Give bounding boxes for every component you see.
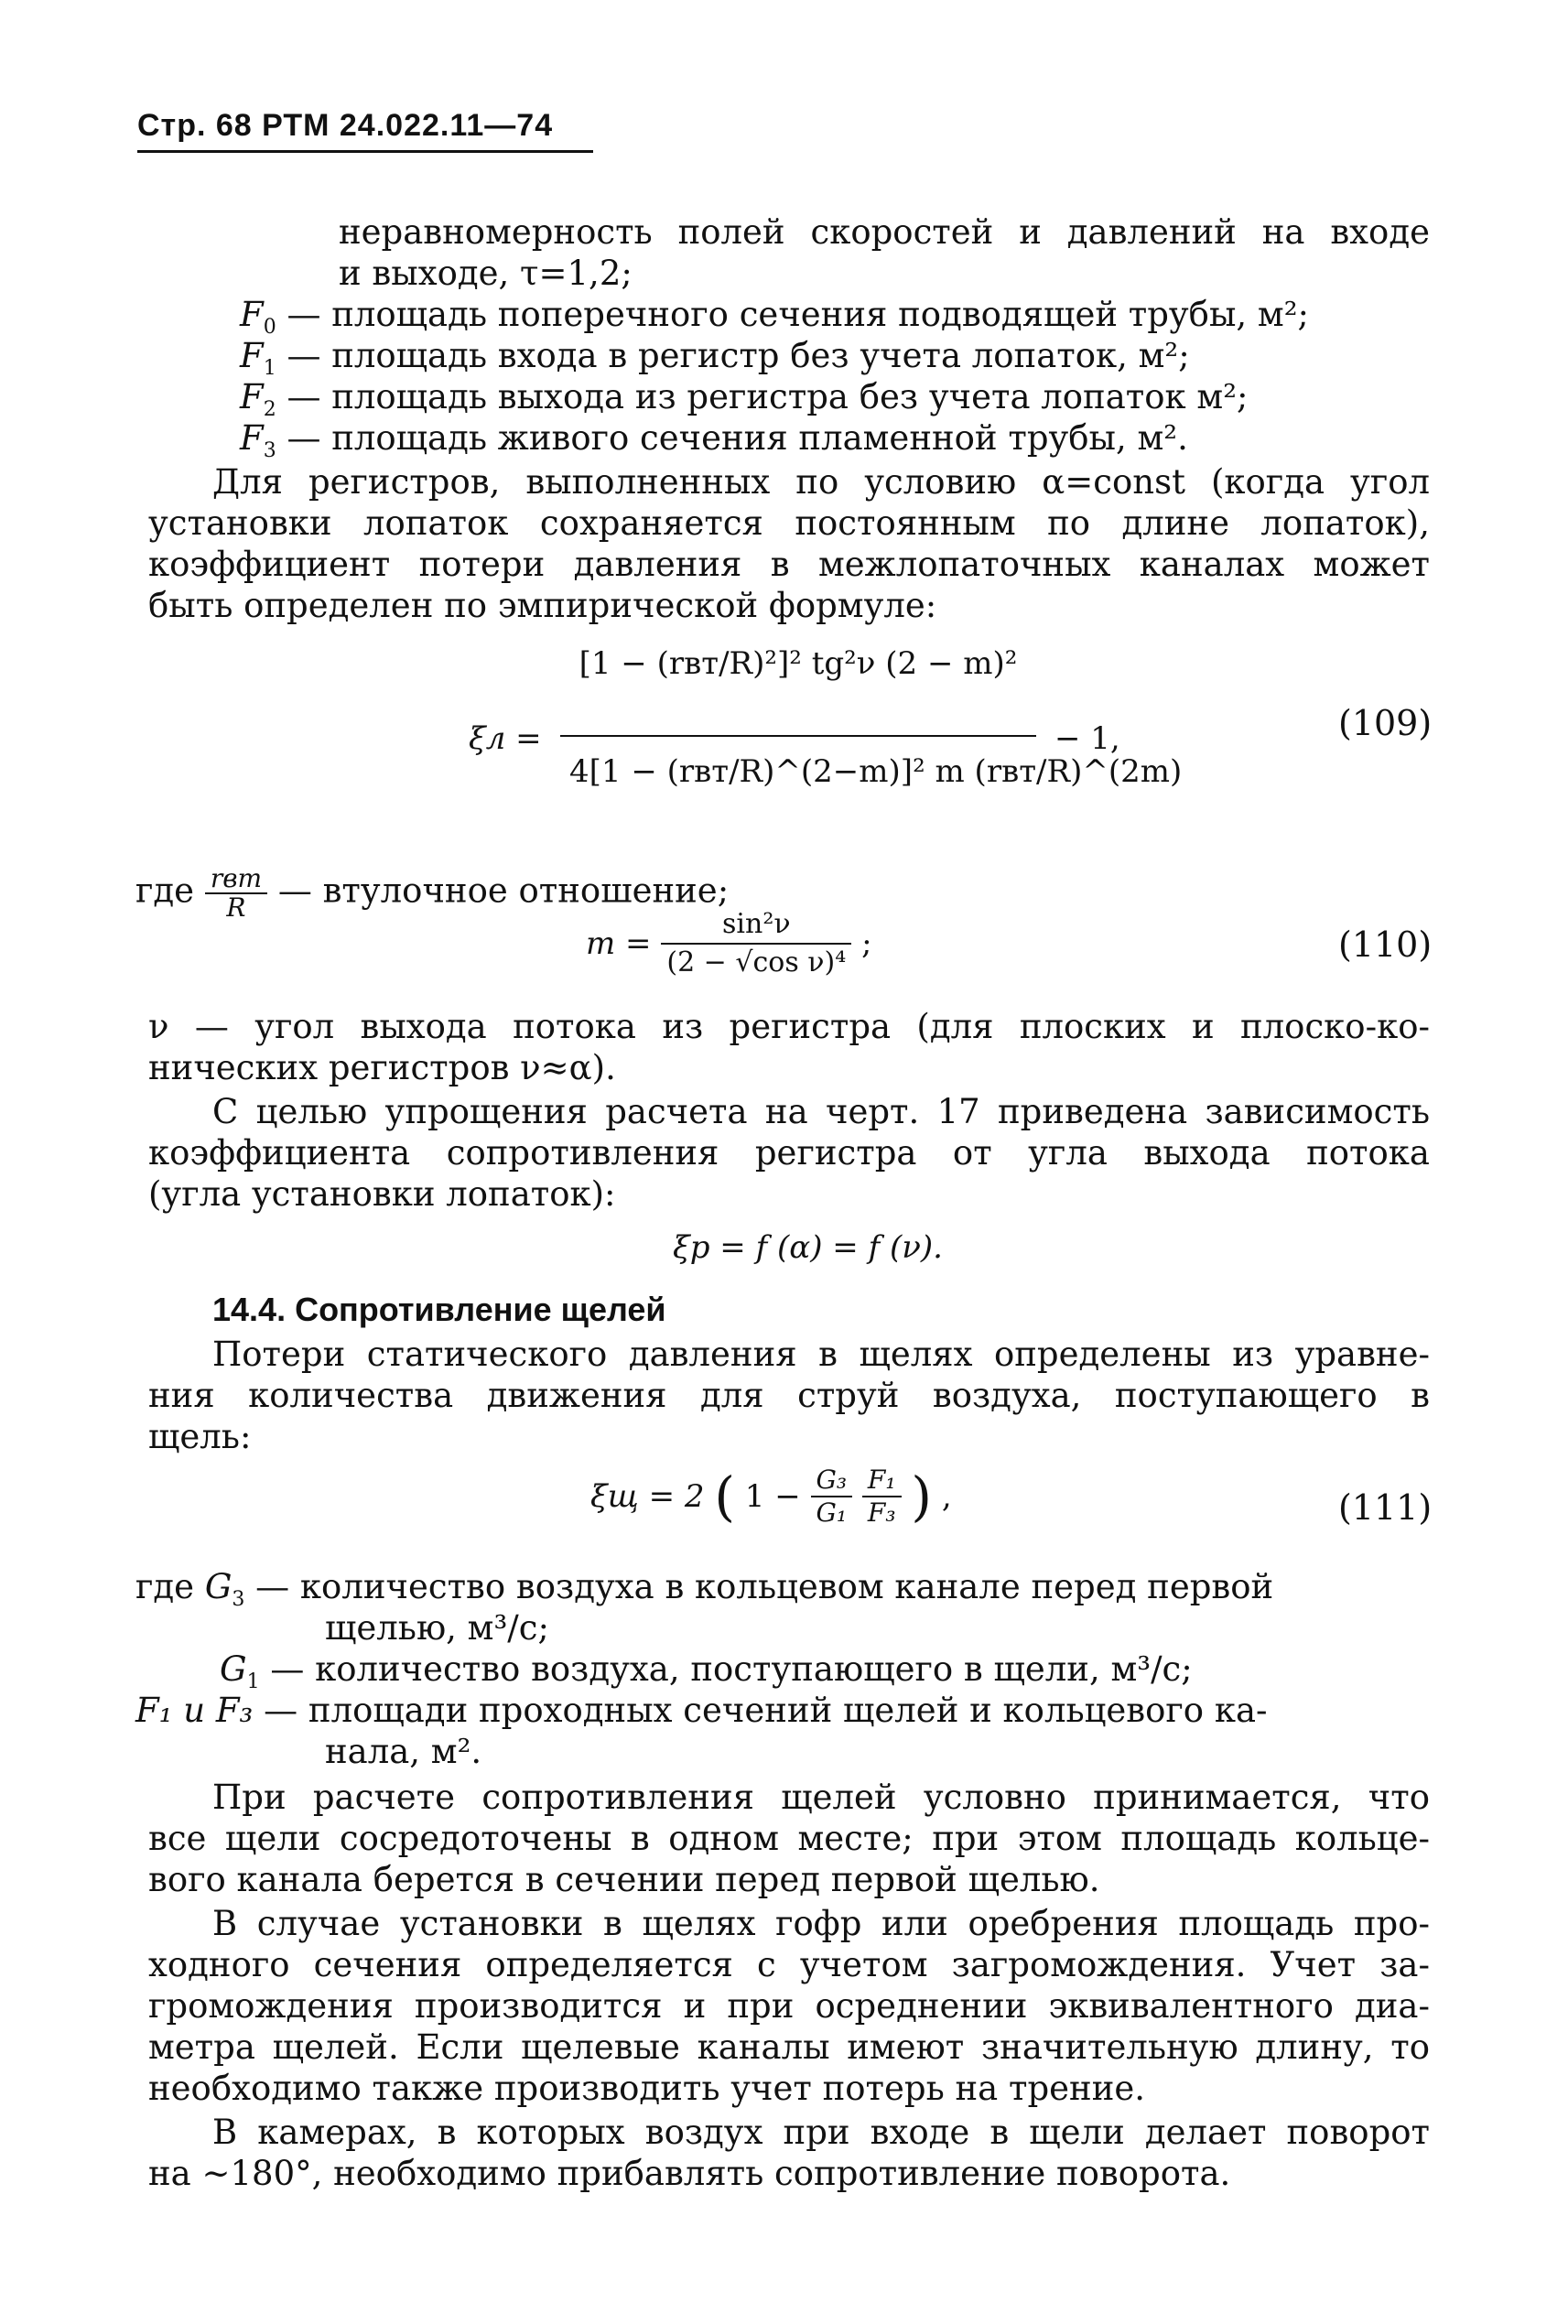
para5-line-3: вого канала берется в сечении перед первой щелью.: [148, 1860, 1100, 1899]
hub-ratio-num: rвт: [205, 865, 267, 894]
equation-resistance-function: ξр = f (α) = f (ν).: [673, 1229, 943, 1266]
eq111-g-den: G₁: [816, 1497, 848, 1528]
f3-symbol: F: [240, 418, 264, 458]
def-f1-f3: [135, 1691, 1268, 1731]
eq110-number: (110): [1338, 924, 1433, 965]
equation-109: [469, 645, 1183, 838]
g3-prefix: где: [135, 1567, 195, 1606]
f0-symbol: F: [240, 295, 264, 334]
eq111-inner: 1 −: [744, 1478, 801, 1515]
para5-line-1: При расчете сопротивления щелей условно принимается, что: [212, 1778, 1430, 1817]
para6-line-3: громождения производится и при осреднении эквивалентного диа-: [148, 1986, 1430, 2026]
eq110-lhs: m =: [586, 925, 652, 962]
para6-line-1: В случае установки в щелях гофр или оребрения площадь про-: [212, 1904, 1430, 1943]
para6-line-4: метра щелей. Если щелевые каналы имеют значительную длину, то: [148, 2027, 1430, 2067]
f1-f3-text-line-1: — площади проходных сечений щелей и кольцевого ка-: [264, 1691, 1268, 1730]
g1-subscript: 1: [246, 1670, 260, 1693]
eq111-fraction-f: [862, 1465, 902, 1529]
para7-line-2: на ~180°, необходимо прибавлять сопротивление поворота.: [148, 2154, 1231, 2193]
page-header: Стр. 68 РТМ 24.022.11—74: [137, 108, 554, 143]
eq111-f-den: F₃: [867, 1497, 896, 1528]
f3-subscript: 3: [263, 439, 276, 462]
defs1-line-2: и выходе, τ=1,2;: [339, 254, 633, 293]
eq111-close-paren: ): [911, 1465, 933, 1528]
para4-line-1: Потери статического давления в щелях определены из уравне-: [212, 1335, 1430, 1374]
eq109-numerator-text: [1 − (rвт/R)²]² tg²ν (2 − m)²: [579, 645, 1018, 682]
def-g3-line-2: щелью, м³/с;: [325, 1608, 549, 1648]
def-f1-f3-line-2: нала, м².: [325, 1732, 482, 1771]
header-rule: [137, 150, 593, 153]
eq109-numerator: [569, 645, 1027, 682]
eq111-g-num: G₃: [811, 1465, 853, 1497]
para3-line-1: С целью упрощения расчета на черт. 17 приведена зависимость: [212, 1092, 1430, 1131]
para5-line-2: все щели сосредоточены в одном месте; при этом площадь кольце-: [148, 1819, 1430, 1858]
para7-line-1: В камерах, в которых воздух при входе в щели делает поворот: [212, 2113, 1430, 2152]
f1-f3-symbol: F₁ и F₃: [135, 1691, 254, 1730]
para3-line-3: (угла установки лопаток):: [148, 1174, 616, 1214]
g1-text: — количество воздуха, поступающего в щели, м³/с;: [270, 1649, 1193, 1689]
equation-110: [586, 906, 872, 981]
para1-line-2: установки лопаток сохраняется постоянным по длине лопаток),: [148, 503, 1430, 543]
f2-text: — площадь выхода из регистра без учета лопаток м²;: [287, 377, 1249, 416]
f1-subscript: 1: [263, 357, 276, 380]
eq111-tail: ,: [941, 1478, 952, 1515]
eq110-den: (2 − √cos ν)⁴: [666, 946, 847, 978]
eq110-num: sin²ν: [661, 906, 851, 945]
eq110-fraction: [661, 906, 851, 981]
para6-line-5: необходимо также производить учет потерь на трение.: [148, 2069, 1146, 2108]
f1-text: — площадь входа в регистр без учета лопаток, м²;: [287, 336, 1190, 375]
g3-symbol: G: [204, 1567, 232, 1606]
para6-line-2: ходного сечения определяется с учетом загромождения. Учет за-: [148, 1945, 1430, 1984]
para2-line-1: ν — угол выхода потока из регистра (для плоских и плоско-ко-: [148, 1007, 1430, 1046]
eq110-tail: ;: [861, 925, 872, 962]
hub-ratio-fraction: [205, 865, 267, 922]
para1-line-4: быть определен по эмпирической формуле:: [148, 586, 937, 625]
f2-symbol: F: [240, 377, 264, 416]
eq111-fraction-g: [811, 1465, 853, 1529]
para1-line-1: Для регистров, выполненных по условию α=const (когда угол: [212, 462, 1430, 502]
para1-line-3: коэффициент потери давления в межлопаточных каналах может: [148, 545, 1430, 584]
eq109-tail: − 1,: [1054, 720, 1120, 757]
g3-subscript: 3: [232, 1588, 245, 1611]
eq111-number: (111): [1338, 1487, 1433, 1528]
defs1-line-1: неравномерность полей скоростей и давлений на входе: [339, 212, 1430, 252]
eq109-denominator: [569, 753, 1183, 790]
f2-subscript: 2: [263, 398, 276, 421]
f0-text: — площадь поперечного сечения подводящей трубы, м²;: [287, 295, 1310, 334]
eq111-open-paren: (: [714, 1465, 735, 1528]
eq109-denominator-text: 4[1 − (rвт/R)^(2−m)]² m (rвт/R)^(2m): [569, 753, 1183, 790]
para4-line-2: ния количества движения для струй воздуха, поступающего в: [148, 1376, 1430, 1415]
f0-subscript: 0: [263, 316, 276, 339]
f1-symbol: F: [240, 336, 264, 375]
eq111-lhs: ξщ = 2: [590, 1478, 705, 1515]
equation-111: [590, 1465, 952, 1529]
hub-ratio-text: — втулочное отношение;: [277, 870, 730, 911]
where-prefix: где: [135, 870, 195, 911]
g3-text-line-1: — количество воздуха в кольцевом канале перед первой: [255, 1567, 1274, 1606]
eq109-number: (109): [1338, 703, 1433, 743]
g1-symbol: G: [220, 1649, 247, 1689]
eq109-fraction-bar: [560, 735, 1036, 737]
f3-text: — площадь живого сечения пламенной трубы, м².: [287, 418, 1188, 458]
para2-line-2: нических регистров ν≈α).: [148, 1048, 616, 1087]
eq109-lhs: ξл =: [469, 720, 542, 757]
para4-line-3: щель:: [148, 1417, 252, 1456]
eq111-f-num: F₁: [862, 1465, 902, 1497]
hub-ratio-den: R: [226, 892, 246, 923]
para3-line-2: коэффициента сопротивления регистра от угла выхода потока: [148, 1133, 1430, 1173]
section-heading: 14.4. Сопротивление щелей: [212, 1291, 666, 1328]
